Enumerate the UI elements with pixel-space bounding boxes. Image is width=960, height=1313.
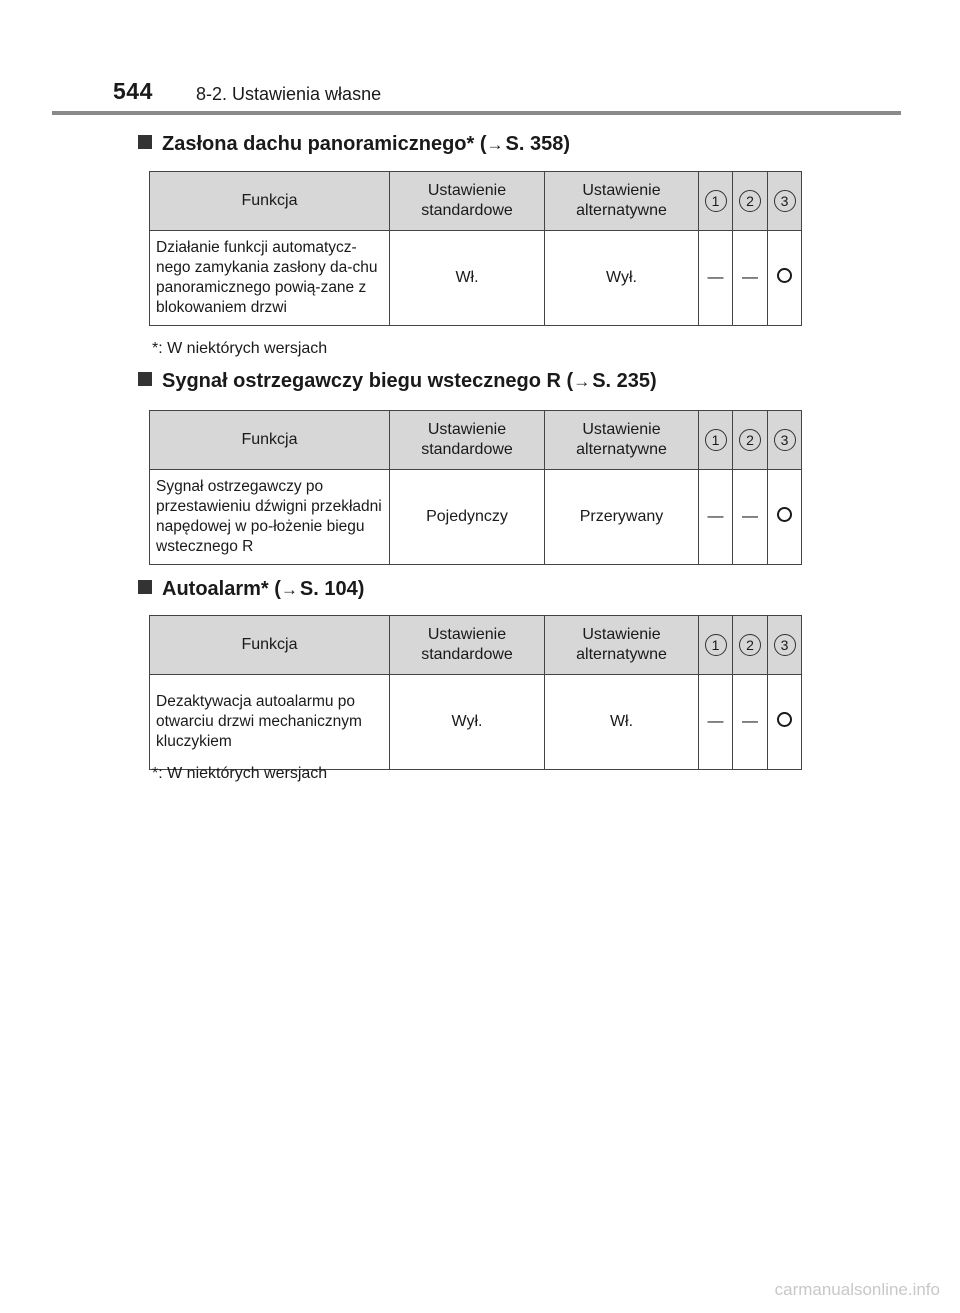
col-num-3: [768, 172, 802, 231]
page-ref-link[interactable]: S. 104): [299, 578, 365, 600]
col-function: Funkcja: [150, 616, 390, 675]
row-c3: [768, 231, 802, 326]
right-arrow-icon: →: [486, 135, 504, 154]
settings-table-sunshade: [149, 171, 802, 326]
row-alternative: Wł.: [545, 675, 699, 770]
section-heading-reverse-signal: Sygnał ostrzegawczy biegu wstecznego R (→ S. 235): [138, 370, 657, 393]
right-arrow-icon: →: [280, 580, 298, 599]
page-number: 544: [113, 78, 153, 104]
section-heading-sunshade: Zasłona dachu panoramicznego* (→ S. 358): [138, 133, 570, 156]
row-alternative: Przerywany: [545, 470, 699, 565]
square-bullet-icon: [138, 372, 152, 386]
row-c2: —: [733, 675, 768, 770]
col-default: Ustawienie standardowe: [390, 411, 545, 470]
section-title: 8-2. Ustawienia własne: [196, 84, 382, 104]
page-ref-link[interactable]: S. 358): [505, 133, 570, 155]
right-arrow-icon: →: [573, 372, 591, 391]
circled-2-icon: 2: [739, 190, 761, 212]
circled-3-icon: 3: [774, 190, 796, 212]
col-alternative: Ustawienie alternatywne: [545, 616, 699, 675]
row-default: Pojedynczy: [390, 470, 545, 565]
square-bullet-icon: [138, 135, 152, 149]
table-header-row: [150, 616, 802, 675]
table-row: [150, 675, 802, 770]
circled-1-icon: 1: [705, 634, 727, 656]
settings-table-autoalarm: [149, 615, 802, 770]
row-function: Sygnał ostrzegawczy po przestawieniu dźwigni przekładni napędowej w po-łożenie biegu wstecznego R: [150, 470, 390, 565]
table-header-row: [150, 172, 802, 231]
page-header: [0, 0, 960, 118]
settings-table-reverse-signal: [149, 410, 802, 565]
col-num-3: [768, 616, 802, 675]
section-heading-autoalarm: Autoalarm* (→ S. 104): [138, 578, 364, 601]
circled-1-icon: 1: [705, 190, 727, 212]
circled-3-icon: 3: [774, 429, 796, 451]
row-default: Wył.: [390, 675, 545, 770]
col-num-3: [768, 411, 802, 470]
footnote: *: W niektórych wersjach: [152, 765, 328, 782]
circle-mark-icon: [777, 268, 792, 283]
circle-mark-icon: [777, 507, 792, 522]
page-ref-link[interactable]: S. 235): [592, 370, 657, 392]
table-row: [150, 231, 802, 326]
row-c1: —: [699, 470, 733, 565]
col-alternative: Ustawienie alternatywne: [545, 411, 699, 470]
circled-3-icon: 3: [774, 634, 796, 656]
footnote: *: W niektórych wersjach: [152, 340, 328, 357]
circled-2-icon: 2: [739, 634, 761, 656]
col-default: Ustawienie standardowe: [390, 172, 545, 231]
row-default: Wł.: [390, 231, 545, 326]
row-c1: —: [699, 231, 733, 326]
row-c1: —: [699, 675, 733, 770]
circle-mark-icon: [777, 712, 792, 727]
col-num-1: [699, 616, 733, 675]
col-num-2: [733, 616, 768, 675]
col-alternative: Ustawienie alternatywne: [545, 172, 699, 231]
row-c3: [768, 675, 802, 770]
col-num-2: [733, 411, 768, 470]
col-default: Ustawienie standardowe: [390, 616, 545, 675]
row-c2: —: [733, 470, 768, 565]
circled-1-icon: 1: [705, 429, 727, 451]
row-function: Dezaktywacja autoalarmu po otwarciu drzwi mechanicznym kluczykiem: [150, 675, 390, 770]
col-num-1: [699, 172, 733, 231]
row-c3: [768, 470, 802, 565]
col-function: Funkcja: [150, 172, 390, 231]
row-c2: —: [733, 231, 768, 326]
watermark: carmanualsonline.info: [774, 1280, 940, 1299]
header-rule: [52, 111, 901, 115]
col-function: Funkcja: [150, 411, 390, 470]
table-header-row: [150, 411, 802, 470]
col-num-1: [699, 411, 733, 470]
col-num-2: [733, 172, 768, 231]
square-bullet-icon: [138, 580, 152, 594]
circled-2-icon: 2: [739, 429, 761, 451]
table-row: [150, 470, 802, 565]
row-alternative: Wył.: [545, 231, 699, 326]
row-function: Działanie funkcji automatycz-nego zamykania zasłony da-chu panoramicznego powią-zane z blokowaniem drzwi: [150, 231, 390, 326]
